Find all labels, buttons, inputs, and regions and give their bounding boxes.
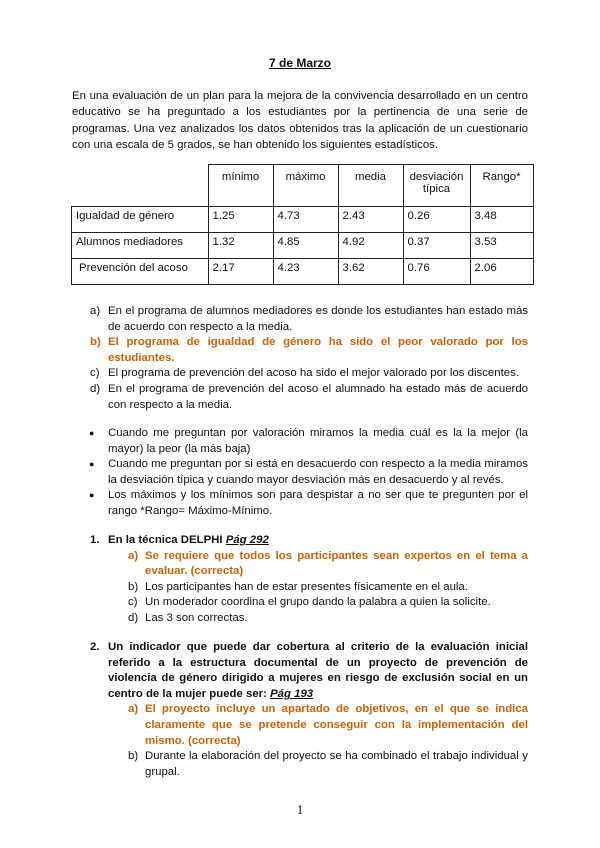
note-text: Los máximos y los mínimos son para despistar a no ser que te pregunten por el rango *Rango= Máximo-Mínimo. bbox=[108, 489, 528, 517]
page-reference: Pág 193 bbox=[270, 687, 314, 700]
answer-options bbox=[72, 304, 528, 413]
header-cell: media bbox=[338, 165, 403, 207]
cell: 2.17 bbox=[208, 259, 273, 285]
header-cell: Rango* bbox=[470, 165, 533, 207]
option-marker: c) bbox=[90, 367, 100, 380]
option-marker: b) bbox=[128, 750, 139, 763]
table-row bbox=[72, 259, 534, 285]
question-text bbox=[72, 640, 528, 702]
page-title: 7 de Marzo bbox=[268, 56, 331, 70]
note-text: Cuando me preguntan por valoración miramos la media cuál es la la mejor (la mayor) la peor (la más baja) bbox=[108, 427, 528, 455]
option-marker: d) bbox=[90, 382, 101, 395]
question-stem: En la técnica DELPHI bbox=[108, 534, 226, 546]
bullet-icon: ● bbox=[89, 459, 95, 470]
page-number: 1 bbox=[296, 802, 304, 817]
question-stem: Un indicador que puede dar cobertura al criterio de la evaluación inicial referido a la estructura documental de un proyecto de prevención de violencia de género dirigido a mujeres en riesgo de exclusión social en un centro de la mujer puede ser: bbox=[108, 641, 528, 700]
note-item bbox=[72, 426, 528, 457]
notes-list bbox=[72, 426, 528, 520]
option-marker: c) bbox=[128, 596, 138, 609]
option-text: En el programa de prevención del acoso el alumnado ha estado más de acuerdo con respecto a la media. bbox=[108, 382, 528, 411]
page-reference: Pág 292 bbox=[225, 534, 269, 546]
question-number: 1. bbox=[90, 534, 100, 546]
option-marker: b) bbox=[128, 580, 139, 593]
note-item bbox=[72, 488, 528, 519]
option-text: El programa de prevención del acoso ha sido el mejor valorado por los discentes. bbox=[108, 367, 519, 380]
option-marker: d) bbox=[128, 611, 139, 624]
option-text: Los participantes han de estar presentes físicamente en el aula. bbox=[145, 580, 468, 593]
option-text: En el programa de alumnos mediadores es donde los estudiantes han estado más de acuerdo con respecto a la media. bbox=[108, 305, 528, 333]
option-b bbox=[72, 580, 528, 596]
option-a-correct bbox=[72, 549, 528, 580]
table-row bbox=[72, 233, 534, 259]
option-marker: b) bbox=[90, 336, 101, 349]
cell: 3.62 bbox=[338, 259, 403, 285]
option-text: El proyecto incluye un apartado de objetivos, en el que se indica claramente que se pretende conseguir con la implementación del mismo. (correcta) bbox=[145, 703, 528, 747]
option-c bbox=[72, 595, 528, 611]
option-text: Un moderador coordina el grupo dando la palabra a quien la solicite. bbox=[145, 596, 491, 609]
option-text: Durante la elaboración del proyecto se ha combinado el trabajo individual y grupal. bbox=[145, 750, 528, 778]
cell: 4.73 bbox=[273, 207, 338, 233]
statistics-table bbox=[71, 164, 534, 285]
option-text: El programa de igualdad de género ha sido el peor valorado por los estudiantes. bbox=[108, 336, 528, 364]
cell: 1.25 bbox=[208, 207, 273, 233]
option-a bbox=[72, 304, 528, 335]
bullet-icon: ● bbox=[89, 428, 95, 438]
option-d bbox=[72, 382, 528, 413]
note-item bbox=[72, 457, 528, 488]
table-row bbox=[72, 207, 534, 233]
cell: 3.48 bbox=[470, 207, 533, 233]
option-d bbox=[72, 611, 528, 627]
header-cell: máximo bbox=[273, 165, 338, 207]
bullet-icon: ● bbox=[89, 490, 95, 501]
cell: 3.53 bbox=[470, 233, 533, 259]
option-c bbox=[72, 366, 528, 382]
cell: 2.43 bbox=[338, 207, 403, 233]
question-text bbox=[72, 533, 528, 549]
question-2 bbox=[72, 640, 528, 780]
option-marker: a) bbox=[128, 549, 139, 562]
row-label: Alumnos mediadores bbox=[72, 233, 209, 259]
row-label: Igualdad de género bbox=[72, 207, 209, 233]
cell: 0.76 bbox=[403, 259, 470, 285]
option-text: Las 3 son correctas. bbox=[145, 611, 248, 624]
question-number: 2. bbox=[90, 641, 100, 653]
cell: 0.26 bbox=[403, 207, 470, 233]
question-1 bbox=[72, 533, 528, 627]
cell: 4.23 bbox=[273, 259, 338, 285]
option-b-correct bbox=[72, 335, 528, 366]
cell: 0.37 bbox=[403, 233, 470, 259]
intro-paragraph: En una evaluación de un plan para la mejora de la convivencia desarrollado en un centro educativo se ha preguntado a los estudiantes por la pertinencia de una serie de programas. Una vez analizados los datos obtenidos tras la aplicación de un cuestionario con una escala de 5 grados, se han obtenido los siguientes estadísticos. bbox=[72, 90, 528, 151]
cell: 4.92 bbox=[338, 233, 403, 259]
empty-header-cell bbox=[72, 165, 209, 207]
option-text: Se requiere que todos los participantes sean expertos en el tema a evaluar. (correcta) bbox=[145, 549, 528, 578]
cell: 1.32 bbox=[208, 233, 273, 259]
option-marker: a) bbox=[128, 703, 139, 716]
row-label: Prevención del acoso bbox=[72, 259, 209, 285]
cell: 2.06 bbox=[470, 259, 533, 285]
note-text: Cuando me preguntan por si está en desacuerdo con respecto a la media miramos la desviación típica y cuando mayor desviación más en desacuerdo y al revés. bbox=[108, 458, 528, 486]
option-a-correct bbox=[72, 702, 528, 749]
option-b bbox=[72, 749, 528, 780]
table-header-row bbox=[72, 165, 534, 207]
header-cell: desviación típica bbox=[403, 165, 470, 207]
option-marker: a) bbox=[90, 305, 101, 317]
cell: 4.85 bbox=[273, 233, 338, 259]
header-cell: mínimo bbox=[208, 165, 273, 207]
